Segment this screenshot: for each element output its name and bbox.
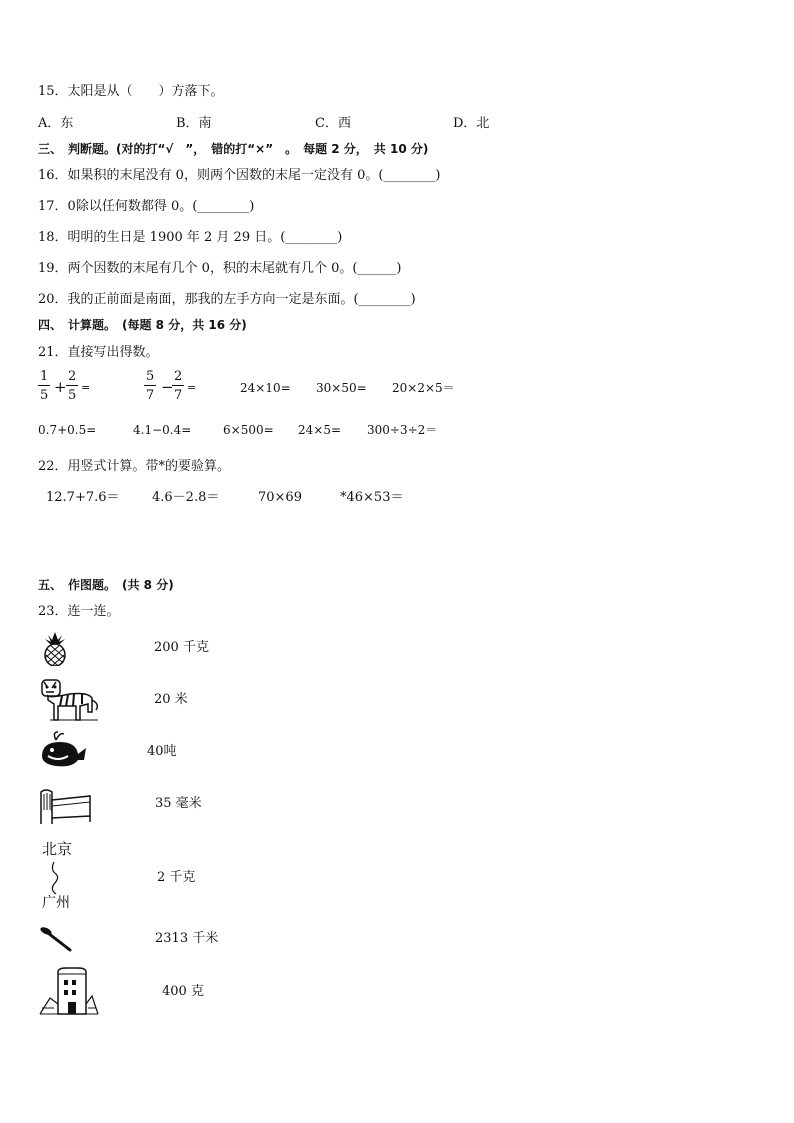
fraction-5-7: $\frac{5}{7}$ [146, 369, 155, 403]
whale-icon [38, 730, 88, 774]
q15-stem: 15．太阳是从（ ）方落下。 [38, 84, 224, 99]
judge-item-20: 20．我的正前面是南面，那我的左手方向一定是东面。(________) [38, 292, 416, 307]
plus-sign: + [54, 378, 67, 396]
tiger-icon [40, 676, 102, 728]
calc-item: 20×2×5＝ [392, 381, 455, 395]
building-icon [38, 964, 100, 1020]
judge-item-16: 16．如果积的末尾没有 0，则两个因数的末尾一定没有 0。(________) [38, 168, 441, 183]
section5-title: 五、 作图题。 (共 8 分) [38, 578, 174, 592]
minus-sign: − [161, 378, 174, 396]
q15-option-c: C．西 [315, 116, 351, 131]
q22-stem: 22．用竖式计算。带*的要验算。 [38, 459, 231, 474]
vertical-calc-item: 70×69 [258, 490, 302, 505]
bed-icon [38, 786, 94, 830]
map-route-icon [42, 840, 82, 912]
q21-stem: 21．直接写出得数。 [38, 345, 159, 360]
match-label-5: 2 千克 [157, 870, 196, 885]
pineapple-icon [38, 630, 72, 670]
equals-sign: = [187, 381, 197, 394]
q23-stem: 23．连一连。 [38, 604, 120, 619]
calc-item: 300÷3÷2＝ [367, 423, 438, 437]
vertical-calc-item: 12.7+7.6＝ [46, 490, 120, 505]
match-label-2: 20 米 [154, 692, 188, 707]
match-label-3: 40吨 [147, 744, 177, 759]
judge-item-18: 18．明明的生日是 1900 年 2 月 29 日。(________) [38, 230, 343, 245]
judge-item-17: 17．0除以任何数都得 0。(________) [38, 199, 255, 214]
calc-item: 24×5= [298, 423, 342, 437]
q15-option-d: D．北 [453, 116, 490, 131]
match-label-6: 2313 千米 [155, 931, 219, 946]
equals-sign: = [81, 381, 91, 394]
calc-item: 0.7+0.5= [38, 423, 97, 437]
q15-option-b: B．南 [176, 116, 212, 131]
map-label-beijing: 北京 [42, 840, 73, 858]
section3-title: 三、 判断题。(对的打“√ ”， 错的打“×” 。 每题 2 分， 共 10 分) [38, 142, 429, 156]
q15-option-a: A．东 [38, 116, 74, 131]
fraction-2-5: $\frac{2}{5}$ [68, 369, 77, 403]
calc-item: 4.1−0.4= [133, 423, 192, 437]
vertical-calc-item: 4.6－2.8＝ [152, 490, 220, 505]
match-label-7: 400 克 [162, 984, 204, 999]
fraction-1-5: $\frac{1}{5}$ [40, 369, 49, 403]
judge-item-19: 19．两个因数的末尾有几个 0，积的末尾就有几个 0。(______) [38, 261, 402, 276]
calc-item: 6×500= [223, 423, 274, 437]
match-label-4: 35 毫米 [155, 796, 202, 811]
match-label-1: 200 千克 [154, 640, 209, 655]
map-label-guangzhou: 广州 [42, 895, 70, 911]
vertical-calc-item: *46×53＝ [340, 490, 404, 505]
nail-icon [40, 926, 74, 956]
section4-title: 四、 计算题。 (每题 8 分，共 16 分) [38, 318, 247, 332]
calc-item: 30×50= [316, 381, 367, 395]
fraction-2-7: $\frac{2}{7}$ [174, 369, 183, 403]
calc-item: 24×10= [240, 381, 291, 395]
